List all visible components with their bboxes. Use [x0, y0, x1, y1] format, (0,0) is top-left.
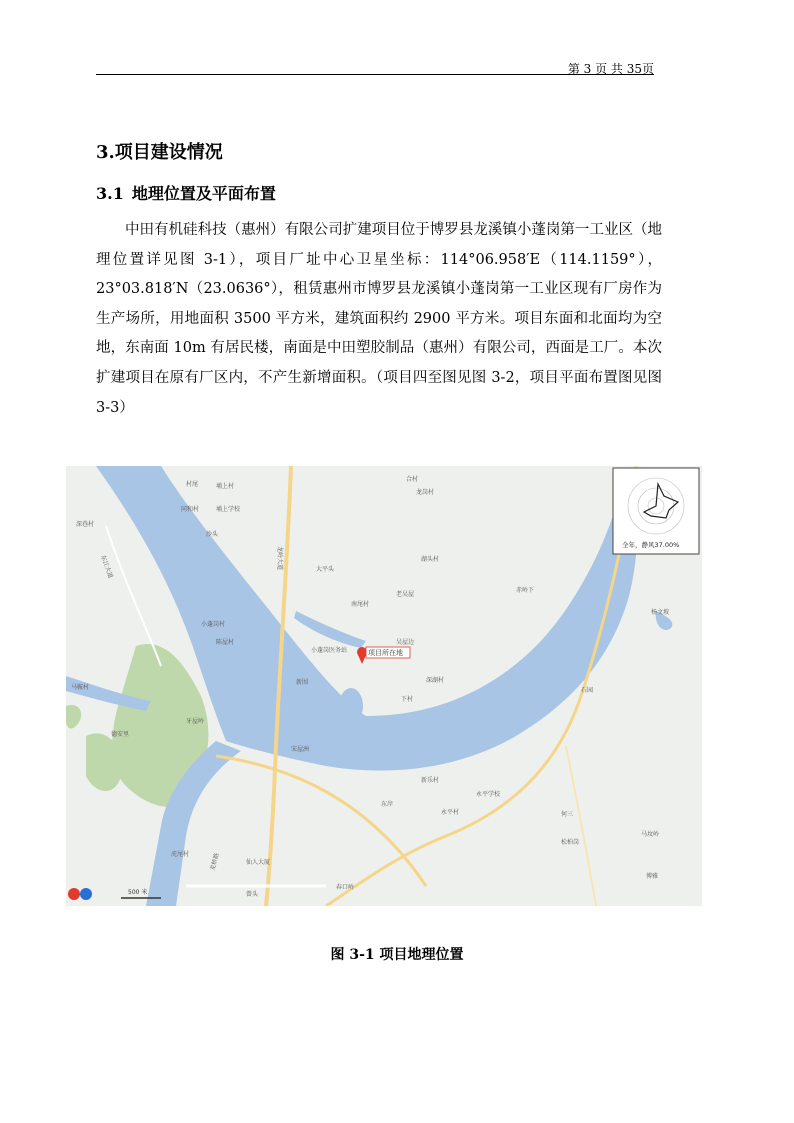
svg-text:杨文坡: 杨文坡	[651, 609, 670, 616]
wind-rose-caption: 全年，静风37.00%	[622, 541, 680, 549]
svg-text:马坟岭: 马坟岭	[641, 831, 660, 838]
svg-text:马鞍村: 马鞍村	[71, 684, 90, 691]
svg-text:仙人大厦: 仙人大厦	[246, 859, 271, 866]
subsection-number: 3.1	[96, 184, 124, 203]
svg-text:村尾: 村尾	[186, 481, 199, 488]
svg-text:虎尾村: 虎尾村	[171, 851, 190, 858]
paragraph-text: 中田有机硅科技（惠州）有限公司扩建项目位于博罗县龙溪镇小蓬岗第一工业区（地理位置详见图 3-1），项目厂址中心卫星坐标：114°06.958′E（114.1159°），23°03.818′N（23.0636°），租赁惠州市博罗县龙溪镇小蓬岗第一工业区现有厂房作为生产场所，用地面积 3500 平方米，建筑面积约 2900 平方米。项目东面和北面均为空地，东南面 10m 有居民楼，南面是中田塑胶制品（惠州）有限公司，西面是工厂。本次扩建项目在原有厂区内，不产生新增面积。（项目四至图见图 3-2，项目平面布置图见图 3-3）	[96, 222, 662, 416]
svg-text:东岸: 东岸	[381, 801, 394, 808]
svg-text:小蓬岗村: 小蓬岗村	[201, 621, 226, 628]
svg-text:下村: 下村	[401, 696, 414, 703]
svg-text:湖头村: 湖头村	[421, 556, 440, 563]
svg-text:吴屋边: 吴屋边	[396, 639, 415, 646]
svg-text:曾头: 曾头	[246, 891, 259, 898]
svg-text:新围: 新围	[296, 679, 309, 686]
svg-text:东江大道: 东江大道	[99, 554, 114, 580]
svg-text:何三: 何三	[561, 811, 574, 818]
svg-text:龙岗村: 龙岗村	[416, 489, 435, 496]
svg-text:博雅: 博雅	[646, 873, 659, 880]
svg-text:沙头: 沙头	[206, 531, 219, 538]
map-scale: 500 米	[128, 889, 148, 896]
svg-text:小蓬岗医务站: 小蓬岗医务站	[311, 647, 348, 654]
svg-text:龙岭大道: 龙岭大道	[276, 546, 283, 571]
svg-text:南尾村: 南尾村	[351, 601, 370, 608]
location-map	[66, 466, 702, 906]
svg-text:永平村: 永平村	[441, 809, 460, 816]
svg-text:松柏岗: 松柏岗	[561, 839, 580, 846]
svg-text:埔上村: 埔上村	[216, 483, 235, 490]
svg-text:新乐村: 新乐村	[421, 777, 440, 784]
svg-text:牙屋岭: 牙屋岭	[186, 718, 205, 725]
svg-text:埔上学校: 埔上学校	[216, 506, 241, 513]
svg-text:深湖村: 深湖村	[426, 677, 445, 684]
svg-text:龙桥路: 龙桥路	[209, 852, 221, 872]
svg-text:陈屋村: 陈屋村	[216, 639, 235, 646]
svg-text:宋屋洲: 宋屋洲	[291, 746, 310, 753]
svg-text:老吴屋: 老吴屋	[396, 591, 415, 598]
map-graphic	[66, 466, 702, 906]
svg-text:合村: 合村	[406, 476, 419, 483]
page-header	[96, 58, 654, 75]
svg-text:永平学校: 永平学校	[476, 791, 501, 798]
subsection-title: 地理位置及平面布置	[131, 184, 276, 203]
page-number: 第 3 页 共 35页	[567, 62, 654, 76]
figure-caption: 图 3-1 项目地理位置	[330, 947, 464, 963]
svg-text:深巷村: 深巷村	[76, 521, 95, 528]
svg-text:德安里: 德安里	[111, 731, 130, 738]
subsection-heading	[96, 181, 276, 204]
svg-text:大平头: 大平头	[316, 566, 335, 573]
svg-text:赤岭下: 赤岭下	[516, 587, 535, 594]
svg-text:同和村: 同和村	[181, 506, 200, 513]
svg-text:石园: 石园	[581, 687, 594, 694]
project-location-label: 项目所在地	[368, 649, 403, 657]
body-paragraph	[96, 216, 662, 423]
section-title: 3.项目建设情况	[96, 142, 223, 163]
svg-text:春口岭: 春口岭	[336, 884, 355, 891]
